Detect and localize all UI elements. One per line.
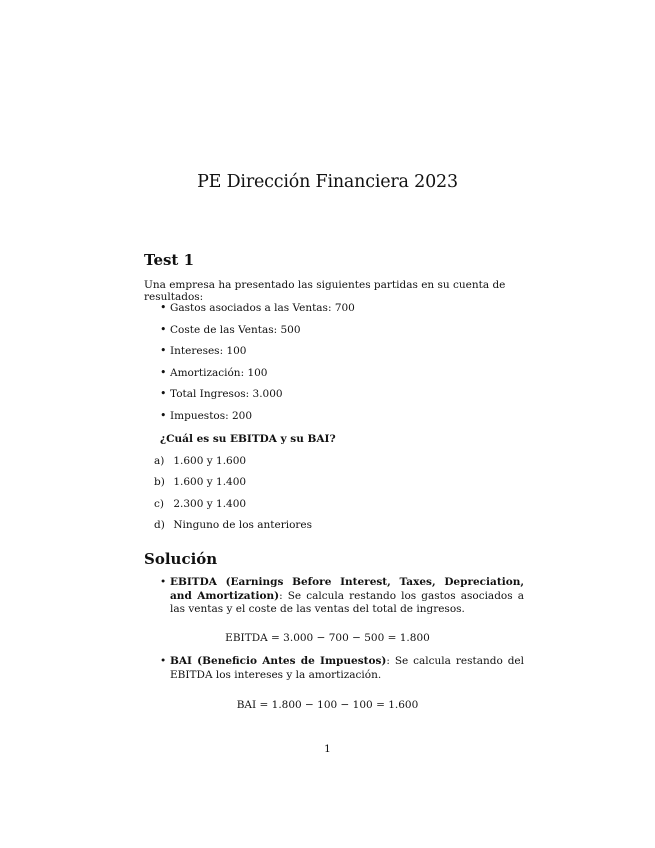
formula-ebitda: EBITDA = 3.000 − 700 − 500 = 1.800	[225, 632, 430, 644]
option-text: Ninguno de los anteriores	[173, 518, 313, 531]
answer-option	[154, 519, 312, 540]
solution-text: : Se calcula restando del EBITDA los intereses y la amortización.	[170, 655, 524, 681]
list-item: • Coste de las Ventas: 500	[160, 324, 355, 346]
option-label: a)	[154, 455, 165, 467]
list-item: • Gastos asociados a las Ventas: 700	[160, 302, 355, 324]
page-number: 1	[324, 743, 331, 755]
item-list	[160, 302, 355, 431]
question-text: ¿Cuál es su EBITDA y su BAI?	[160, 433, 336, 445]
answer-option	[154, 476, 312, 497]
solution-term: EBITDA (Earnings Before Interest, Taxes, Depreciation, and Amortization)	[170, 576, 524, 602]
option-label: c)	[154, 497, 164, 510]
bullet-icon: •	[160, 655, 167, 667]
list-item: • Amortización: 100	[160, 367, 355, 389]
bullet-icon: •	[160, 576, 167, 588]
solution-item-bai	[160, 655, 524, 682]
list-item: • Total Ingresos: 3.000	[160, 388, 355, 410]
solution-term: BAI (Beneficio Antes de Impuestos)	[170, 655, 387, 667]
answer-option	[154, 455, 312, 476]
solution-text: : Se calcula restando los gastos asociados a las ventas y el coste de las ventas del total de ingresos.	[170, 589, 524, 615]
solution-item-ebitda	[160, 576, 524, 617]
formula-bai: BAI = 1.800 − 100 − 100 = 1.600	[236, 699, 419, 711]
answer-options	[154, 455, 312, 540]
option-text: 2.300 y 1.400	[173, 497, 247, 510]
option-text: 1.600 y 1.400	[173, 476, 247, 489]
test-heading: Test 1	[144, 251, 195, 269]
list-item: • Impuestos: 200	[160, 410, 355, 432]
list-item: • Intereses: 100	[160, 345, 355, 367]
option-text: 1.600 y 1.600	[173, 455, 247, 467]
solution-heading: Solución	[144, 550, 218, 568]
answer-option	[154, 498, 312, 519]
option-label: d)	[154, 518, 165, 531]
option-label: b)	[154, 476, 165, 489]
intro-paragraph: Una empresa ha presentado las siguientes partidas en su cuenta de resultados:	[144, 279, 506, 303]
document-title: PE Dirección Financiera 2023	[197, 172, 458, 192]
